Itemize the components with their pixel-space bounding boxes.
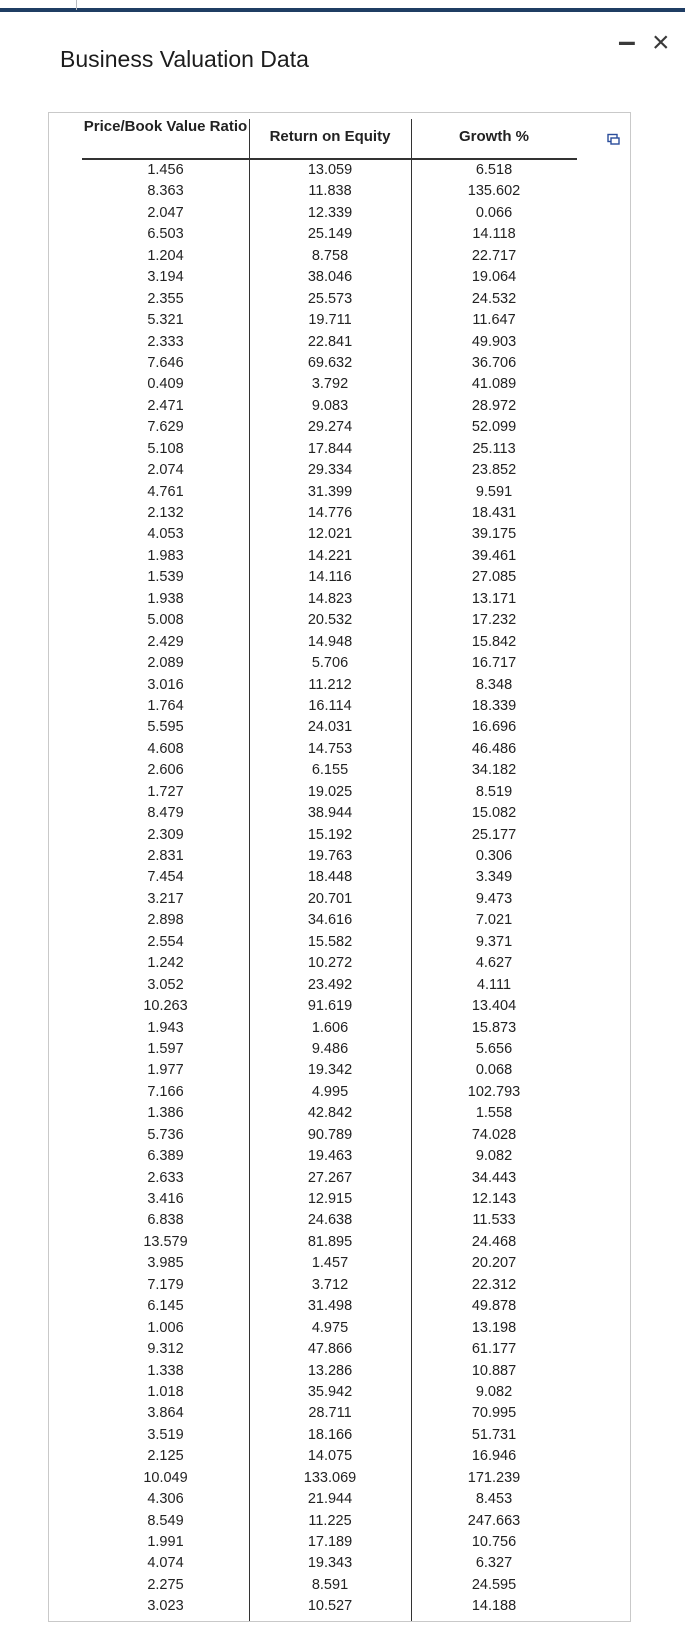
table-row [82, 460, 577, 481]
table-cell: 27.085 [471, 569, 517, 586]
table-cell: 8.479 [147, 805, 184, 822]
table-cell: 9.473 [475, 890, 513, 907]
table-row [82, 932, 577, 953]
table-cell: 5.321 [147, 312, 184, 329]
table-cell: 11.212 [308, 676, 352, 693]
table-cell: 133.069 [303, 1469, 357, 1486]
table-cell: 8.519 [475, 783, 513, 800]
table-cell: 0.066 [475, 204, 513, 221]
table-cell: 4.608 [147, 740, 184, 757]
table-row [82, 867, 577, 888]
table-cell: 9.083 [311, 397, 349, 414]
column-header-price-book: Price/Book Value Ratio [83, 118, 248, 135]
table-cell: 2.606 [147, 762, 184, 779]
table-cell: 1.597 [147, 1040, 184, 1057]
table-row [82, 782, 577, 803]
table-cell: 1.983 [147, 547, 184, 564]
table-cell: 29.274 [307, 419, 353, 436]
table-cell: 13.579 [143, 1233, 188, 1250]
table-cell: 25.177 [471, 826, 517, 843]
table-cell: 8.758 [311, 247, 349, 264]
table-row [82, 1018, 577, 1039]
table-cell: 24.595 [471, 1576, 517, 1593]
table-cell: 0.068 [475, 1062, 513, 1079]
table-cell: 1.977 [147, 1062, 184, 1079]
table-cell: 7.166 [147, 1083, 184, 1100]
table-cell: 12.915 [307, 1191, 353, 1207]
table-cell: 2.333 [147, 333, 184, 350]
table-cell: 24.532 [471, 290, 517, 307]
table-cell: 15.842 [471, 633, 517, 650]
table-row [82, 1060, 577, 1081]
table-row [82, 1189, 577, 1210]
top-rule [0, 8, 685, 12]
table-row [82, 1382, 577, 1403]
table-cell: 2.125 [147, 1448, 184, 1465]
table-row [82, 1596, 577, 1617]
table-cell: 7.629 [147, 419, 184, 436]
table-cell: 19.343 [307, 1555, 353, 1572]
table-cell: 5.656 [475, 1040, 513, 1057]
table-cell: 4.761 [147, 483, 184, 500]
table-cell: 8.363 [147, 183, 184, 200]
table-cell: 9.082 [475, 1148, 513, 1165]
table-row [82, 482, 577, 503]
close-button[interactable]: × [652, 26, 670, 59]
table-cell: 2.089 [147, 655, 184, 672]
table-row [82, 396, 577, 417]
table-cell: 31.498 [307, 1298, 353, 1315]
table-row [82, 246, 577, 267]
table-cell: 41.089 [471, 376, 517, 393]
table-cell: 5.008 [147, 612, 184, 629]
table-row [82, 1125, 577, 1146]
table-row [82, 1361, 577, 1382]
table-cell: 17.844 [307, 440, 353, 457]
table-cell: 2.355 [147, 290, 184, 307]
table-cell: 49.903 [471, 333, 517, 350]
table-row [82, 1489, 577, 1510]
table-cell: 16.717 [471, 655, 517, 672]
table-cell: 14.075 [307, 1448, 353, 1465]
table-cell: 2.471 [147, 397, 184, 414]
table-cell: 8.453 [475, 1491, 513, 1508]
table-cell: 7.454 [147, 869, 184, 886]
table-row [82, 1403, 577, 1424]
table-row [82, 1339, 577, 1360]
table-cell: 1.727 [147, 783, 184, 800]
table-cell: 90.789 [307, 1126, 353, 1143]
table-row [82, 760, 577, 781]
table-row [82, 374, 577, 395]
table-cell: 3.416 [147, 1191, 184, 1207]
minimize-button[interactable]: – [618, 23, 636, 59]
table-cell: 18.448 [307, 869, 353, 886]
copy-icon[interactable] [607, 133, 620, 146]
table-cell: 69.632 [307, 354, 353, 371]
table-cell: 9.312 [147, 1341, 184, 1358]
table-cell: 3.985 [147, 1255, 184, 1272]
table-row [82, 417, 577, 438]
table-cell: 16.114 [308, 697, 352, 714]
table-cell: 1.456 [147, 162, 184, 178]
table-row [82, 546, 577, 567]
table-cell: 1.991 [147, 1534, 184, 1550]
table-cell: 15.873 [471, 1019, 517, 1036]
table-cell: 39.461 [471, 547, 517, 564]
table-cell: 1.386 [147, 1105, 184, 1122]
table-cell: 17.189 [307, 1534, 353, 1550]
table-cell: 31.399 [307, 483, 353, 500]
column-header-growth: Growth % [459, 128, 529, 145]
table-cell: 17.232 [471, 612, 517, 629]
table-cell: 6.838 [147, 1212, 184, 1229]
table-cell: 15.582 [307, 933, 353, 950]
table-row [82, 1275, 577, 1296]
table-row [82, 632, 577, 653]
table-cell: 14.188 [471, 1598, 517, 1615]
table-row [82, 1511, 577, 1532]
table-cell: 15.082 [471, 805, 517, 822]
table-cell: 52.099 [471, 419, 517, 436]
table-cell: 10.527 [307, 1598, 353, 1615]
table-row [82, 1253, 577, 1274]
table-row [82, 717, 577, 738]
table-cell: 1.943 [147, 1019, 184, 1036]
table-cell: 135.602 [467, 183, 521, 200]
table-cell: 3.792 [311, 376, 349, 393]
table-row [82, 289, 577, 310]
table-cell: 4.627 [475, 955, 513, 972]
table-cell: 4.975 [311, 1319, 349, 1336]
table-cell: 74.028 [471, 1126, 517, 1143]
table-cell: 70.995 [471, 1405, 517, 1422]
table-cell: 5.108 [147, 440, 184, 457]
table-cell: 10.887 [471, 1362, 517, 1379]
table-cell: 11.838 [308, 183, 352, 200]
table-cell: 7.646 [147, 354, 184, 371]
table-cell: 2.633 [147, 1169, 184, 1186]
table-cell: 18.339 [471, 697, 517, 714]
table-cell: 47.866 [307, 1341, 353, 1358]
table-cell: 2.831 [147, 848, 184, 864]
page-title: Business Valuation Data [60, 46, 309, 72]
table-row [82, 267, 577, 288]
table-cell: 3.023 [147, 1598, 184, 1615]
table-cell: 4.053 [147, 526, 184, 543]
table-cell: 6.503 [147, 226, 184, 243]
table-cell: 10.272 [307, 955, 353, 972]
table-cell: 3.052 [147, 976, 184, 993]
table-row [82, 1318, 577, 1339]
table-row [82, 310, 577, 331]
table-cell: 15.192 [307, 826, 353, 843]
table-cell: 34.182 [471, 762, 517, 779]
table-cell: 12.339 [307, 204, 353, 221]
table-cell: 25.149 [307, 226, 353, 243]
table-cell: 3.349 [475, 869, 513, 886]
table-cell: 14.118 [472, 226, 516, 243]
table-row [82, 524, 577, 545]
table-cell: 6.327 [475, 1555, 513, 1572]
table-cell: 10.049 [143, 1469, 188, 1486]
table-row [82, 203, 577, 224]
table-cell: 2.047 [147, 204, 184, 221]
table-cell: 24.638 [307, 1212, 353, 1229]
table-cell: 19.342 [307, 1062, 353, 1079]
top-rule-notch [76, 0, 77, 10]
table-cell: 102.793 [467, 1083, 521, 1100]
table-cell: 91.619 [307, 998, 353, 1015]
table-cell: 24.031 [307, 719, 353, 736]
table-row [82, 439, 577, 460]
table-row [82, 953, 577, 974]
table-cell: 18.431 [471, 505, 517, 521]
table-row [82, 1296, 577, 1317]
table-cell: 1.242 [147, 955, 184, 972]
table-cell: 9.371 [475, 933, 513, 950]
table-cell: 5.736 [147, 1126, 184, 1143]
table-row [82, 825, 577, 846]
table-cell: 61.177 [471, 1341, 517, 1358]
table-row [82, 1553, 577, 1574]
table-cell: 11.533 [472, 1212, 516, 1229]
table-row [82, 1103, 577, 1124]
table-cell: 4.995 [311, 1083, 349, 1100]
table-cell: 171.239 [467, 1469, 521, 1486]
table-cell: 22.841 [307, 333, 353, 350]
table-cell: 19.711 [308, 312, 352, 329]
table-cell: 3.519 [147, 1426, 184, 1443]
table-cell: 3.217 [147, 890, 184, 907]
table-cell: 12.143 [471, 1191, 517, 1207]
table-cell: 24.468 [471, 1233, 517, 1250]
table-cell: 27.267 [307, 1169, 353, 1186]
table-cell: 3.712 [311, 1276, 349, 1293]
table-cell: 4.111 [476, 976, 512, 993]
table-cell: 2.275 [147, 1576, 184, 1593]
table-cell: 247.663 [467, 1512, 521, 1529]
table-row [82, 181, 577, 202]
table-row [82, 975, 577, 996]
table-cell: 3.194 [147, 269, 184, 286]
table-row [82, 224, 577, 245]
table-cell: 1.018 [147, 1383, 184, 1400]
table-cell: 35.942 [307, 1383, 353, 1400]
table-cell: 29.334 [307, 462, 353, 479]
table-cell: 13.404 [471, 998, 517, 1015]
table-row [82, 353, 577, 374]
table-cell: 2.429 [147, 633, 184, 650]
table-cell: 11.225 [308, 1512, 352, 1529]
table-cell: 1.539 [147, 569, 184, 586]
table-cell: 10.263 [143, 998, 188, 1015]
table-cell: 11.647 [472, 312, 516, 329]
table-cell: 21.944 [307, 1491, 353, 1508]
table-row [82, 610, 577, 631]
table-cell: 1.204 [147, 247, 184, 264]
table-cell: 19.025 [307, 783, 353, 800]
table-row [82, 1468, 577, 1489]
table-cell: 6.389 [147, 1148, 184, 1165]
table-cell: 39.175 [471, 526, 517, 543]
table-cell: 14.116 [308, 569, 352, 586]
column-header-return-on-equity: Return on Equity [269, 128, 391, 145]
table-cell: 2.309 [147, 826, 184, 843]
table-cell: 46.486 [471, 740, 517, 757]
table-cell: 12.021 [307, 526, 353, 543]
table-cell: 18.166 [307, 1426, 353, 1443]
table-row [82, 889, 577, 910]
table-cell: 16.696 [471, 719, 517, 736]
table-cell: 14.948 [307, 633, 353, 650]
table-row [82, 653, 577, 674]
table-cell: 4.306 [147, 1491, 184, 1508]
table-cell: 38.046 [307, 269, 353, 286]
table-cell: 19.064 [471, 269, 517, 286]
table-body [82, 160, 577, 1618]
table-cell: 4.074 [147, 1555, 184, 1572]
table-cell: 49.878 [471, 1298, 517, 1315]
table-cell: 14.823 [307, 590, 353, 607]
table-cell: 36.706 [471, 354, 517, 371]
table-cell: 6.145 [147, 1298, 184, 1315]
table-cell: 16.946 [471, 1448, 517, 1465]
table-row [82, 1232, 577, 1253]
table-cell: 1.338 [147, 1362, 184, 1379]
table-row [82, 696, 577, 717]
table-row [82, 1168, 577, 1189]
table-cell: 25.573 [307, 290, 353, 307]
table-row [82, 567, 577, 588]
table-row [82, 1082, 577, 1103]
table-cell: 2.554 [147, 933, 184, 950]
table-cell: 19.763 [307, 848, 353, 864]
table-cell: 3.016 [147, 676, 184, 693]
table-row [82, 910, 577, 931]
table-row [82, 160, 577, 181]
table-cell: 2.074 [147, 462, 184, 479]
table-cell: 6.518 [475, 162, 513, 178]
table-cell: 13.059 [307, 162, 353, 178]
table-cell: 0.409 [147, 376, 184, 393]
table-cell: 34.616 [307, 912, 353, 929]
table-cell: 5.595 [147, 719, 184, 736]
table-cell: 13.171 [471, 590, 517, 607]
table-row [82, 1446, 577, 1467]
table-row [82, 803, 577, 824]
table-cell: 25.113 [472, 440, 516, 457]
table-cell: 8.348 [475, 676, 513, 693]
table-cell: 34.443 [471, 1169, 517, 1186]
table-cell: 51.731 [471, 1426, 517, 1443]
table-cell: 14.753 [307, 740, 353, 757]
table-row [82, 996, 577, 1017]
table-cell: 9.486 [311, 1040, 349, 1057]
table-row [82, 1210, 577, 1231]
table-cell: 14.221 [307, 547, 353, 564]
table-cell: 22.312 [471, 1276, 517, 1293]
table-row [82, 1532, 577, 1553]
table-cell: 42.842 [307, 1105, 353, 1122]
table-row [82, 503, 577, 524]
table-cell: 22.717 [471, 247, 517, 264]
table-cell: 1.558 [475, 1105, 513, 1122]
table-cell: 3.864 [147, 1405, 184, 1422]
table-cell: 23.852 [471, 462, 517, 479]
table-cell: 28.711 [308, 1405, 352, 1422]
table-row [82, 332, 577, 353]
table-cell: 1.457 [311, 1255, 349, 1272]
table-cell: 0.306 [475, 848, 513, 864]
table-cell: 8.549 [147, 1512, 184, 1529]
table-cell: 7.021 [475, 912, 513, 929]
table-row [82, 1575, 577, 1596]
table-cell: 7.179 [147, 1276, 184, 1293]
table-cell: 13.286 [307, 1362, 353, 1379]
table-cell: 8.591 [311, 1576, 349, 1593]
table-cell: 20.532 [307, 612, 353, 629]
table-cell: 1.764 [147, 697, 184, 714]
table-row [82, 1039, 577, 1060]
table-row [82, 739, 577, 760]
table-cell: 2.898 [147, 912, 184, 929]
table-cell: 9.082 [475, 1383, 513, 1400]
table-cell: 28.972 [471, 397, 517, 414]
table-cell: 1.938 [147, 590, 184, 607]
table-row [82, 675, 577, 696]
table-cell: 19.463 [307, 1148, 353, 1165]
table-row [82, 1425, 577, 1446]
table-cell: 23.492 [307, 976, 353, 993]
table-cell: 1.606 [311, 1019, 349, 1036]
table-cell: 1.006 [147, 1319, 184, 1336]
table-cell: 14.776 [307, 505, 353, 521]
table-cell: 13.198 [471, 1319, 517, 1336]
table-cell: 10.756 [471, 1534, 517, 1550]
table-cell: 38.944 [307, 805, 353, 822]
data-table [48, 112, 631, 1622]
table-cell: 81.895 [307, 1233, 353, 1250]
table-row [82, 589, 577, 610]
table-cell: 6.155 [311, 762, 349, 779]
table-cell: 20.701 [307, 890, 353, 907]
table-cell: 9.591 [475, 483, 513, 500]
table-cell: 20.207 [471, 1255, 517, 1272]
table-row [82, 1146, 577, 1167]
table-cell: 2.132 [147, 505, 184, 521]
table-row [82, 846, 577, 867]
table-cell: 5.706 [311, 655, 349, 672]
